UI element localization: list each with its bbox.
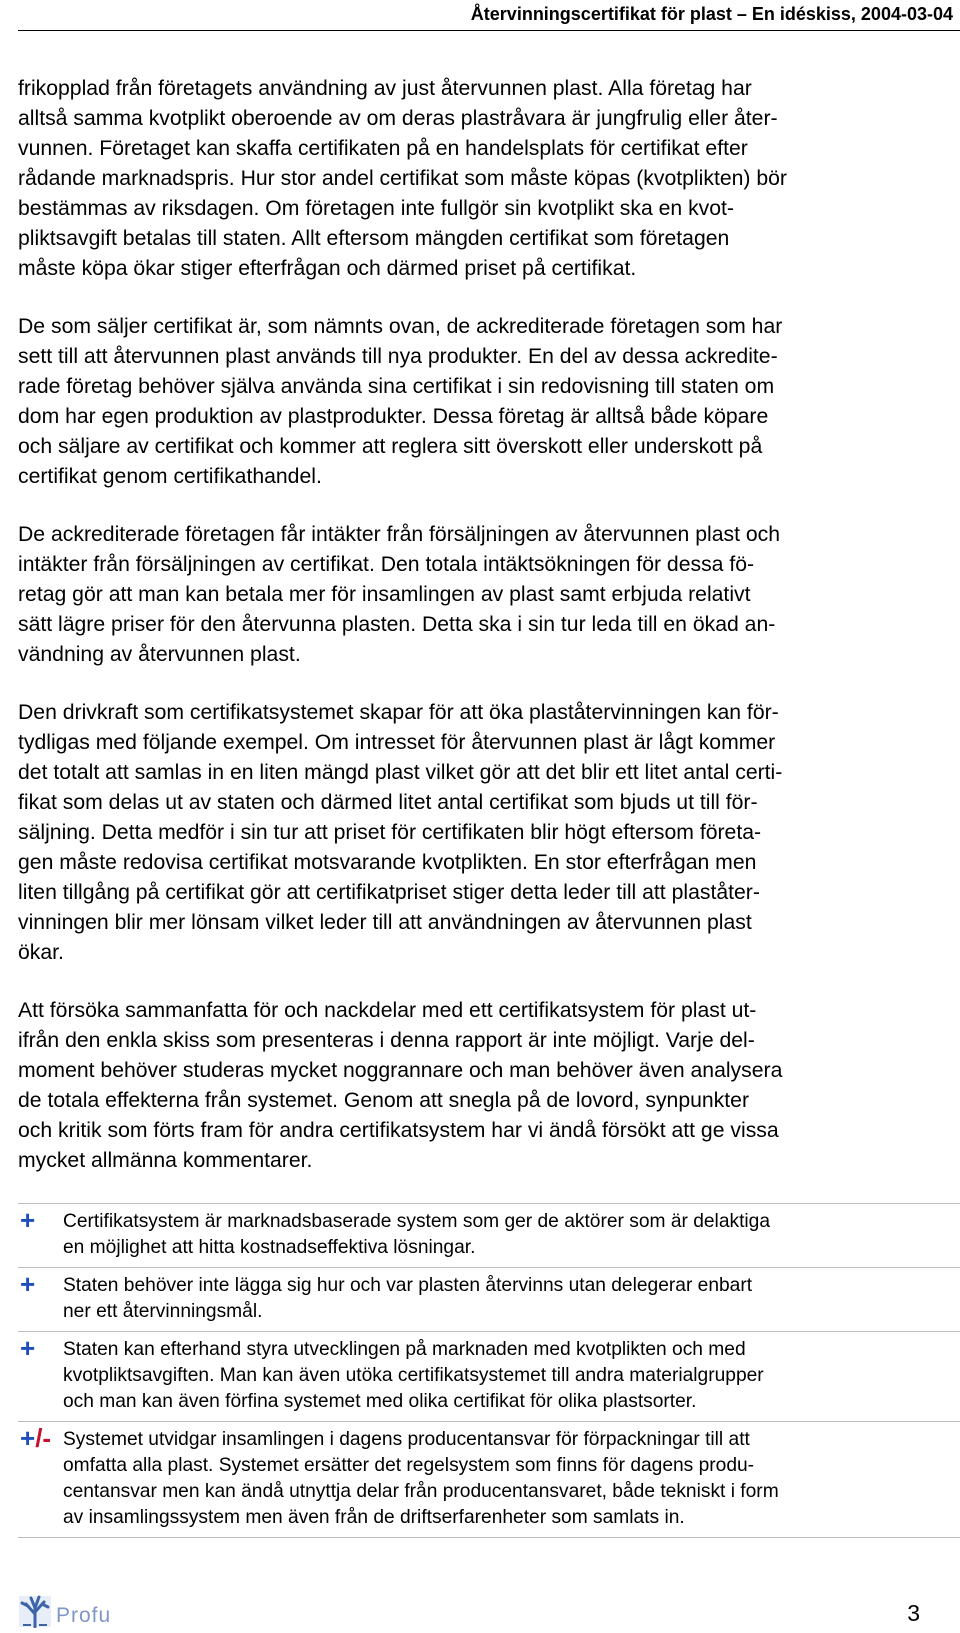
text-line: retag gör att man kan betala mer för insamlingen av plast samt erbjuda relativt xyxy=(18,583,751,606)
text-line: och säljare av certifikat och kommer att reglera sitt överskott eller underskott på xyxy=(18,435,763,458)
paragraph xyxy=(18,74,953,284)
text-line: De ackrediterade företagen får intäkter från försäljningen av återvunnen plast och xyxy=(18,523,781,546)
plus-sign: + xyxy=(20,1205,36,1235)
document-body xyxy=(18,74,953,1204)
text-line: det totalt att samlas in en liten mängd plast vilket gör att det blir ett litet antal certi- xyxy=(18,761,783,784)
page-number: 3 xyxy=(907,1600,920,1626)
item-text xyxy=(63,1273,960,1325)
text-line: vinningen blir mer lönsam vilket leder till att användningen av återvunnen plast xyxy=(18,911,752,934)
text-line: Staten behöver inte lägga sig hur och var plasten återvinns utan delegerar enbart xyxy=(63,1275,753,1296)
text-line: sett till att återvunnen plast används till nya produkter. En del av dessa ackredite- xyxy=(18,345,778,368)
text-line: vändning av återvunnen plast. xyxy=(18,643,301,666)
text-line: Systemet utvidgar insamlingen i dagens producentansvar för förpackningar till att xyxy=(63,1429,750,1450)
plus-marker xyxy=(20,1332,35,1364)
text-line: intäkter från försäljningen av certifikat. Den totala intäktsökningen för dessa fö- xyxy=(18,553,755,576)
text-line: mycket allmänna kommentarer. xyxy=(18,1149,313,1172)
text-line: och man kan även förfina systemet med olika certifikat för olika plastsorter. xyxy=(63,1391,697,1412)
paragraph xyxy=(18,996,953,1176)
text-line: moment behöver studeras mycket noggrannare och man behöver även analysera xyxy=(18,1059,783,1082)
plus-marker xyxy=(20,1268,35,1300)
text-line: Certifikatsystem är marknadsbaserade system som ger de aktörer som är delaktiga xyxy=(63,1211,771,1232)
text-line: alltså samma kvotplikt oberoende av om deras plastråvara är jungfrulig eller åter- xyxy=(18,107,778,130)
text-line: bestämmas av riksdagen. Om företagen inte fullgör sin kvotplikt ska en kvot- xyxy=(18,197,734,220)
plus-marker xyxy=(20,1204,35,1236)
text-line: säljning. Detta medför i sin tur att priset för certifikaten blir högt eftersom företa- xyxy=(18,821,762,844)
paragraph xyxy=(18,520,953,670)
pro-item xyxy=(18,1267,960,1331)
text-line: ökar. xyxy=(18,941,64,964)
pro-con-item xyxy=(18,1421,960,1538)
paragraph xyxy=(18,312,953,492)
item-text xyxy=(63,1427,960,1531)
plus-sign: + xyxy=(20,1269,36,1299)
plus-minus-marker xyxy=(20,1422,51,1454)
text-line: vunnen. Företaget kan skaffa certifikaten på en handelsplats för certifikat efter xyxy=(18,137,748,160)
text-line: rade företag behöver själva använda sina certifikat i sin redovisning till staten om xyxy=(18,375,775,398)
text-line: fikat som delas ut av staten och därmed litet antal certifikat som bjuds ut till för- xyxy=(18,791,758,814)
text-line: certifikat genom certifikathandel. xyxy=(18,465,322,488)
profu-logo xyxy=(18,1594,118,1630)
pros-cons-list xyxy=(18,1203,960,1538)
text-line: De som säljer certifikat är, som nämnts ovan, de ackrediterade företagen som har xyxy=(18,315,783,338)
text-line: och kritik som förts fram för andra certifikatsystem har vi ändå försökt att ge vissa xyxy=(18,1119,779,1142)
profu-tree-icon xyxy=(18,1594,52,1628)
minus-sign: /- xyxy=(35,1423,52,1453)
logo-text: Profu xyxy=(56,1604,112,1627)
text-line: centansvar men kan ändå utnyttja delar från producentansvaret, både tekniskt i form xyxy=(63,1481,779,1502)
item-text xyxy=(63,1209,960,1261)
text-line: Att försöka sammanfatta för och nackdelar med ett certifikatsystem för plast ut- xyxy=(18,999,757,1022)
text-line: pliktsavgift betalas till staten. Allt eftersom mängden certifikat som företagen xyxy=(18,227,730,250)
text-line: tydligas med följande exempel. Om intresset för återvunnen plast är lågt kommer xyxy=(18,731,776,754)
text-line: omfatta alla plast. Systemet ersätter det regelsystem som finns för dagens produ- xyxy=(63,1455,755,1476)
text-line: av insamlingssystem men även från de driftserfarenheter som samlats in. xyxy=(63,1507,685,1528)
text-line: dom har egen produktion av plastprodukter. Dessa företag är alltså både köpare xyxy=(18,405,769,428)
pro-item xyxy=(18,1203,960,1267)
text-line: de totala effekterna från systemet. Genom att snegla på de lovord, synpunkter xyxy=(18,1089,749,1112)
plus-sign: + xyxy=(20,1423,36,1453)
text-line: sätt lägre priser för den återvunna plasten. Detta ska i sin tur leda till en ökad an- xyxy=(18,613,776,636)
pro-item xyxy=(18,1331,960,1421)
text-line: gen måste redovisa certifikat motsvarande kvotplikten. En stor efterfrågan men xyxy=(18,851,757,874)
text-line: liten tillgång på certifikat gör att certifikatpriset stiger detta leder till att plaståter- xyxy=(18,881,760,904)
text-line: en möjlighet att hitta kostnadseffektiva lösningar. xyxy=(63,1237,476,1258)
header-title: Återvinningscertifikat för plast – En idéskiss, 2004-03-04 xyxy=(470,4,953,24)
text-line: ner ett återvinningsmål. xyxy=(63,1301,263,1322)
text-line: ifrån den enkla skiss som presenteras i denna rapport är inte möjligt. Varje del- xyxy=(18,1029,755,1052)
header-rule xyxy=(18,30,960,31)
text-line: kvotpliktsavgiften. Man kan även utöka certifikatsystemet till andra materialgrupper xyxy=(63,1365,764,1386)
text-line: måste köpa ökar stiger efterfrågan och därmed priset på certifikat. xyxy=(18,257,637,280)
text-line: rådande marknadspris. Hur stor andel certifikat som måste köpas (kvotplikten) bör xyxy=(18,167,787,190)
text-line: frikopplad från företagets användning av just återvunnen plast. Alla företag har xyxy=(18,77,752,100)
paragraph xyxy=(18,698,953,968)
plus-sign: + xyxy=(20,1333,36,1363)
text-line: Den drivkraft som certifikatsystemet skapar för att öka plaståtervinningen kan för- xyxy=(18,701,779,724)
text-line: Staten kan efterhand styra utvecklingen på marknaden med kvotplikten och med xyxy=(63,1339,746,1360)
item-text xyxy=(63,1337,960,1415)
